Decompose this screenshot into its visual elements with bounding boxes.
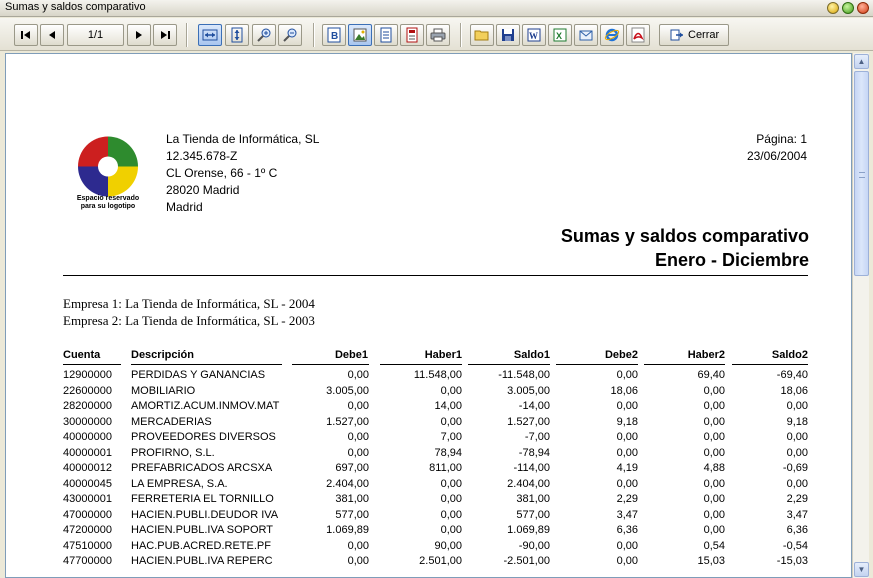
close-button[interactable] [659, 24, 729, 46]
cell-debe2: 2,29 [616, 493, 638, 505]
header-cuenta: Cuenta [63, 349, 101, 361]
cell-debe1: 1.069,89 [326, 524, 369, 536]
cell-haber1: 0,00 [440, 524, 462, 536]
empresa-2: Empresa 2: La Tienda de Informática, SL - 2003 [63, 313, 315, 328]
cell-descripcion: HACIEN.PUBLI.DEUDOR IVA [131, 508, 279, 521]
cell-saldo2: 3,47 [786, 508, 808, 521]
header-divider [63, 275, 808, 276]
cell-debe1: 0,00 [347, 539, 369, 552]
cell-cuenta: 28200000 [63, 400, 112, 412]
company-address: CL Orense, 66 - 1º C [166, 166, 278, 180]
cell-saldo2: 0,00 [786, 477, 808, 490]
header-underline [131, 364, 282, 365]
cell-haber1: 90,00 [434, 539, 462, 552]
cell-debe1: 0,00 [347, 400, 369, 412]
header-underline [380, 364, 462, 365]
cell-cuenta: 47200000 [63, 524, 112, 536]
cell-haber1: 11.548,00 [413, 369, 462, 381]
header-underline [732, 364, 808, 365]
company-info [166, 131, 319, 216]
window-controls [827, 2, 869, 14]
document-icon [380, 27, 392, 43]
cell-cuenta: 47510000 [63, 539, 112, 552]
cell-debe2: 0,00 [616, 369, 638, 381]
cell-debe2: 18,06 [610, 384, 638, 397]
cell-saldo1: -7,00 [524, 431, 550, 443]
table-row [63, 369, 808, 384]
email-icon [579, 28, 593, 42]
cell-debe2: 0,00 [616, 555, 638, 567]
cell-haber1: 14,00 [434, 400, 462, 412]
logo-caption [68, 195, 148, 211]
zoom-in-button[interactable] [252, 24, 276, 46]
web-button[interactable] [600, 24, 624, 46]
report-button[interactable] [400, 24, 424, 46]
logo-caption-line: para su logotipo [80, 203, 136, 210]
cell-debe1: 0,00 [347, 555, 369, 567]
export-pdf-button[interactable] [626, 24, 650, 46]
cell-debe1: 3.005,00 [326, 384, 369, 397]
cell-haber1: 811,00 [429, 462, 462, 474]
cell-descripcion: PREFABRICADOS ARCSXA [131, 462, 273, 474]
cell-haber1: 0,00 [440, 415, 462, 428]
fit-height-icon [230, 27, 244, 43]
cell-saldo2: 0,00 [786, 400, 808, 412]
cell-debe2: 3,47 [616, 508, 638, 521]
cell-saldo1: -114,00 [513, 462, 550, 474]
cell-debe1: 0,00 [347, 431, 369, 443]
cell-descripcion: HAC.PUB.ACRED.RETE.PF [131, 539, 271, 552]
image-icon [353, 28, 367, 42]
cell-haber2: 0,00 [703, 508, 725, 521]
cell-debe1: 1.527,00 [326, 415, 369, 428]
cell-descripcion: AMORTIZ.ACUM.INMOV.MAT [131, 400, 280, 412]
report-title: Sumas y saldos comparativo [560, 226, 809, 246]
zoom-out-button[interactable] [278, 24, 302, 46]
separator [313, 23, 315, 47]
company-name: La Tienda de Informática, SL [166, 132, 320, 146]
image-button[interactable] [348, 24, 372, 46]
close-button-label: Cerrar [688, 29, 720, 41]
report-icon [406, 27, 418, 43]
report-title-block [561, 224, 809, 272]
table-row [63, 524, 808, 539]
cell-haber2: 69,40 [697, 369, 725, 381]
cell-descripcion: HACIEN.PUBL.IVA SOPORT [131, 524, 274, 536]
print-icon [430, 28, 446, 42]
export-excel-button[interactable] [548, 24, 572, 46]
page-number: Página: 1 [756, 132, 807, 146]
cell-cuenta: 40000001 [63, 446, 112, 459]
cell-saldo1: 1.527,00 [507, 415, 550, 428]
header-debe2: Debe2 [604, 349, 638, 361]
cell-haber2: 0,00 [703, 400, 725, 412]
page-indicator: 1/1 [67, 24, 124, 46]
cell-saldo1: -90,00 [518, 539, 550, 552]
report-viewport[interactable] [5, 53, 852, 578]
cell-cuenta: 22600000 [63, 384, 112, 397]
cell-haber1: 0,00 [440, 508, 462, 521]
table-row [63, 555, 808, 570]
cell-saldo2: 18,06 [780, 384, 808, 397]
fit-height-button[interactable] [225, 24, 249, 46]
cell-saldo2: 0,00 [786, 446, 808, 459]
cell-descripcion: MOBILIARIO [131, 384, 196, 397]
cell-haber1: 7,00 [440, 431, 462, 443]
report-period: Enero - Diciembre [654, 250, 809, 270]
cell-saldo2: 6,36 [786, 524, 808, 536]
cell-haber2: 0,00 [703, 493, 725, 505]
title-bar [0, 0, 873, 17]
cell-haber2: 0,00 [703, 446, 725, 459]
cell-debe2: 0,00 [616, 400, 638, 412]
scroll-thumb[interactable] [854, 71, 869, 276]
cell-saldo1: -78,94 [518, 446, 550, 459]
cell-saldo2: -15,03 [776, 555, 808, 567]
cell-haber1: 2.501,00 [419, 555, 462, 567]
cell-haber1: 0,00 [440, 493, 462, 505]
cell-cuenta: 43000001 [63, 493, 112, 505]
table-row [63, 416, 808, 431]
cell-haber1: 78,94 [434, 446, 462, 459]
cell-debe1: 381,00 [335, 493, 369, 505]
table-row [63, 493, 808, 508]
close-window-button[interactable] [857, 2, 869, 14]
cell-haber2: 0,00 [703, 415, 725, 428]
cell-saldo2: 9,18 [786, 415, 808, 428]
open-button[interactable] [470, 24, 494, 46]
cell-debe1: 2.404,00 [326, 477, 369, 490]
empresa-1: Empresa 1: La Tienda de Informática, SL - 2004 [63, 296, 315, 311]
table-row [63, 400, 808, 415]
zoom-out-icon [282, 27, 298, 43]
prev-page-icon [47, 30, 57, 40]
report-page [6, 54, 852, 578]
cell-saldo1: -14,00 [518, 400, 550, 412]
cell-debe2: 0,00 [616, 477, 638, 490]
cell-debe1: 0,00 [347, 446, 369, 459]
header-underline [644, 364, 725, 365]
cell-haber2: 4,88 [703, 462, 725, 474]
cell-haber1: 0,00 [440, 384, 462, 397]
cell-saldo1: 2.404,00 [507, 477, 550, 490]
cell-cuenta: 47700000 [63, 555, 112, 567]
cell-descripcion: PROVEEDORES DIVERSOS [131, 431, 276, 443]
cell-cuenta: 40000045 [63, 477, 112, 490]
bold-button[interactable] [322, 24, 346, 46]
prev-page-button[interactable] [40, 24, 64, 46]
fit-width-icon [202, 28, 218, 42]
logo-caption-line: Espacio reservado [76, 195, 140, 202]
cell-haber1: 0,00 [440, 477, 462, 490]
svg-text:X: X [556, 31, 563, 41]
fit-width-button[interactable] [198, 24, 222, 46]
open-folder-icon [474, 28, 490, 42]
last-page-icon [159, 30, 171, 40]
exit-icon [670, 29, 684, 41]
header-underline [292, 364, 369, 365]
window-title: Sumas y saldos comparativo [5, 1, 146, 13]
cell-saldo1: -11.548,00 [498, 369, 550, 381]
table-row [63, 462, 808, 477]
cell-cuenta: 40000012 [63, 462, 112, 474]
document-button[interactable] [374, 24, 398, 46]
table-row [63, 540, 808, 555]
scroll-down-button[interactable]: ▼ [854, 562, 869, 577]
cell-saldo1: 1.069,89 [507, 524, 550, 536]
table-row [63, 509, 808, 524]
header-descripcion: Descripción [131, 349, 194, 361]
cell-cuenta: 12900000 [63, 369, 112, 381]
header-haber2: Haber2 [687, 349, 725, 361]
cell-debe2: 4,19 [616, 462, 638, 474]
last-page-button[interactable] [153, 24, 177, 46]
cell-descripcion: HACIEN.PUBL.IVA REPERC [131, 555, 273, 567]
cell-descripcion: FERRETERIA EL TORNILLO [131, 493, 274, 505]
next-page-icon [134, 30, 144, 40]
cell-debe2: 0,00 [616, 539, 638, 552]
cell-cuenta: 40000000 [63, 431, 112, 443]
toolbar [0, 18, 873, 51]
cell-haber2: 0,00 [703, 431, 725, 443]
cell-saldo2: -0,69 [782, 462, 808, 474]
first-page-icon [20, 30, 32, 40]
svg-text:W: W [529, 31, 538, 41]
header-underline [468, 364, 550, 365]
cell-descripcion: PERDIDAS Y GANANCIAS [131, 369, 266, 381]
minimize-button[interactable] [827, 2, 839, 14]
header-underline [63, 364, 121, 365]
save-button[interactable] [496, 24, 520, 46]
cell-debe2: 9,18 [616, 415, 638, 428]
first-page-button[interactable] [14, 24, 38, 46]
vertical-scrollbar[interactable] [852, 53, 869, 578]
cell-saldo2: 2,29 [786, 493, 808, 505]
export-word-button[interactable] [522, 24, 546, 46]
report-date: 23/06/2004 [746, 149, 807, 163]
cell-debe1: 577,00 [335, 508, 369, 521]
cell-haber2: 0,00 [703, 384, 725, 397]
cell-haber2: 15,03 [697, 555, 725, 567]
save-icon [501, 28, 515, 42]
cell-haber2: 0,00 [703, 477, 725, 490]
pdf-icon [631, 27, 645, 43]
scroll-up-button[interactable]: ▲ [854, 54, 869, 69]
cell-saldo1: -2.501,00 [503, 555, 550, 567]
company-province: Madrid [166, 200, 203, 214]
header-saldo1: Saldo1 [513, 349, 550, 361]
cell-haber2: 0,54 [703, 539, 725, 552]
page-info [747, 131, 807, 165]
cell-haber2: 0,00 [703, 524, 725, 536]
companies-compared [63, 295, 315, 329]
header-debe1: Debe1 [334, 349, 368, 361]
cell-saldo2: -0,54 [782, 539, 808, 552]
header-underline [556, 364, 638, 365]
table-row [63, 385, 808, 400]
scroll-grip [859, 172, 865, 178]
cell-saldo1: 381,00 [516, 493, 550, 505]
cell-saldo1: 3.005,00 [507, 384, 550, 397]
cell-debe1: 697,00 [335, 462, 369, 474]
company-postal-city: 28020 Madrid [166, 183, 240, 197]
maximize-button[interactable] [842, 2, 854, 14]
internet-explorer-icon [604, 27, 620, 43]
header-saldo2: Saldo2 [771, 349, 808, 361]
header-haber1: Haber1 [424, 349, 462, 361]
cell-saldo1: 577,00 [516, 508, 550, 521]
cell-cuenta: 47000000 [63, 508, 112, 521]
cell-saldo2: 0,00 [786, 431, 808, 443]
cell-descripcion: PROFIRNO, S.L. [131, 446, 215, 459]
cell-debe1: 0,00 [347, 369, 369, 381]
bold-icon [327, 27, 341, 43]
company-tax-id: 12.345.678-Z [166, 149, 238, 163]
word-icon [527, 28, 541, 42]
cell-debe2: 0,00 [616, 446, 638, 459]
cell-descripcion: LA EMPRESA, S.A. [131, 477, 228, 490]
zoom-in-icon [256, 27, 272, 43]
email-button[interactable] [574, 24, 598, 46]
cell-saldo2: -69,40 [776, 369, 808, 381]
svg-text:B: B [331, 31, 339, 42]
print-button[interactable] [426, 24, 450, 46]
table-row [63, 478, 808, 493]
cell-debe2: 6,36 [616, 524, 638, 536]
cell-cuenta: 30000000 [63, 415, 112, 428]
separator [186, 23, 188, 47]
next-page-button[interactable] [127, 24, 151, 46]
table-row [63, 431, 808, 446]
separator [460, 23, 462, 47]
cell-descripcion: MERCADERIAS [131, 415, 212, 428]
cell-debe2: 0,00 [616, 431, 638, 443]
excel-icon [553, 28, 567, 42]
table-row [63, 447, 808, 462]
